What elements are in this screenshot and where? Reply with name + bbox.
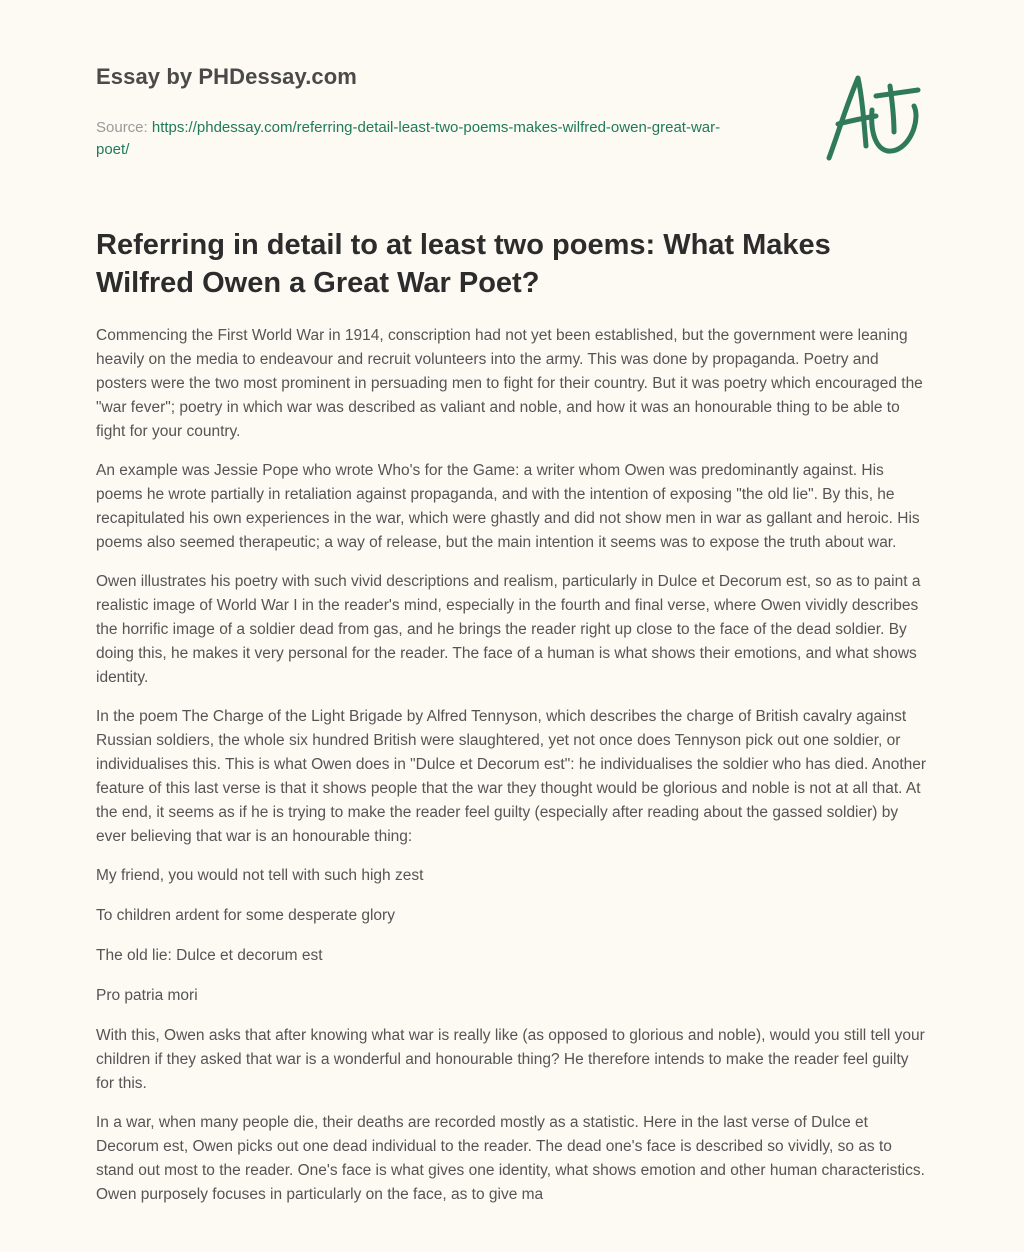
a-plus-logo-icon	[820, 66, 930, 166]
paragraph-4: In the poem The Charge of the Light Brigade by Alfred Tennyson, which describes the charge of British cavalry against Russian soldiers, the whole six hundred British were slaughtered, yet not once does Tennyson pick out one soldier, or individualises this. This is what Owen does in "Dulce et Decorum est": he individualises the soldier who has died. Another feature of this last verse is that it shows people that the war they thought would be glorious and noble is not at all that. At the end, it seems as if he is trying to make the reader feel guilty (especially after reading about the gassed soldier) by ever believing that war is an honourable thing:	[96, 708, 927, 845]
essay-title: Referring in detail to at least two poems: What Makes Wilfred Owen a Great War Poet?	[96, 229, 831, 299]
paragraph-2: An example was Jessie Pope who wrote Who's for the Game: a writer whom Owen was predominantly against. His poems he wrote partially in retaliation against propaganda, and with the intention of exposing "the old lie". By this, he recapitulated his own experiences in the war, which were ghastly and did not show men in war as gallant and heroic. His poems also seemed therapeutic; a way of release, but the main intention it seems was to expose the truth about war.	[96, 462, 920, 551]
paragraph-5: With this, Owen asks that after knowing what war is really like (as opposed to glorious and noble), would you still tell your children if they asked that war is a wonderful and honourable thing? He therefore intends to make the reader feel guilty for this.	[96, 1027, 925, 1092]
verse-line-3: The old lie: Dulce et decorum est	[96, 947, 323, 964]
source-line	[96, 117, 746, 161]
paragraph-6: In a war, when many people die, their deaths are recorded mostly as a statistic. Here in the last verse of Dulce et Decorum est, Owen picks out one dead individual to the reader. The dead one's face is described so vividly, so as to stand out most to the reader. One's face is what gives one identity, what shows emotion and other human characteristics. Owen purposely focuses in particularly on the face, as to give ma	[96, 1114, 925, 1203]
page-header	[96, 64, 796, 161]
essay-content	[96, 226, 928, 1222]
verse-line-2: To children ardent for some desperate glory	[96, 907, 395, 924]
source-link[interactable]: https://phdessay.com/referring-detail-least-two-poems-makes-wilfred-owen-great-war-poet/	[96, 119, 721, 158]
paragraph-3: Owen illustrates his poetry with such vivid descriptions and realism, particularly in Dulce et Decorum est, so as to paint a realistic image of World War I in the reader's mind, especially in the fourth and final verse, where Owen vividly describes the horrific image of a soldier dead from gas, and he brings the reader right up close to the face of the dead soldier. By doing this, he makes it very personal for the reader. The face of a human is what shows their emotions, and what shows identity.	[96, 573, 921, 686]
source-label: Source:	[96, 119, 152, 136]
site-title: Essay by PHDessay.com	[96, 64, 357, 89]
paragraph-1: Commencing the First World War in 1914, conscription had not yet been established, but the government were leaning heavily on the media to endeavour and recruit volunteers into the army. This was done by propaganda. Poetry and posters were the two most prominent in persuading men to fight for their country. But it was poetry which encouraged the "war fever"; poetry in which war was described as valiant and noble, and how it was an honourable thing to be able to fight for your country.	[96, 327, 923, 440]
verse-line-4: Pro patria mori	[96, 987, 198, 1004]
verse-line-1: My friend, you would not tell with such high zest	[96, 867, 424, 884]
